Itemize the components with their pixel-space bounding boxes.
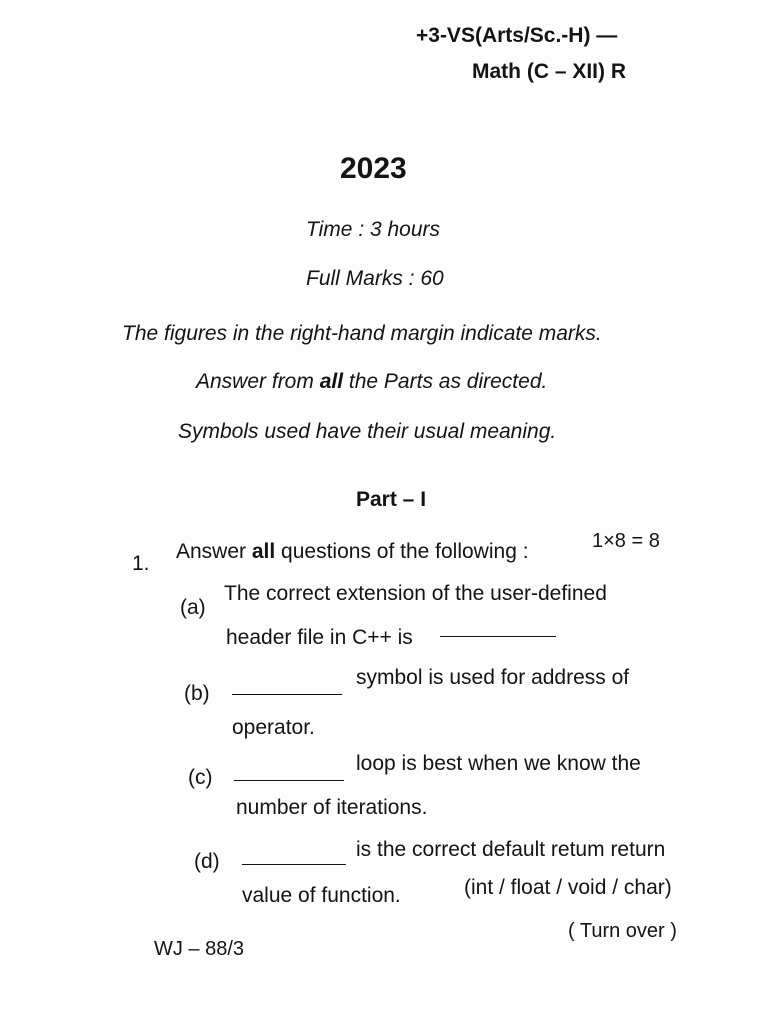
question-text: Answer all questions of the following : bbox=[176, 540, 529, 563]
sub-question-b-label: (b) bbox=[184, 682, 210, 705]
sub-question-d-line2: value of function. bbox=[242, 884, 401, 907]
sub-question-a-blank bbox=[440, 634, 556, 637]
sub-question-c-blank bbox=[234, 778, 344, 781]
sub-question-d-options: (int / float / void / char) bbox=[464, 876, 672, 899]
sub-question-b-line2: operator. bbox=[232, 716, 315, 739]
full-marks: Full Marks : 60 bbox=[306, 267, 444, 290]
instruction-marks-margin: The figures in the right-hand margin indicate marks. bbox=[122, 322, 602, 345]
sub-question-d-blank bbox=[242, 862, 346, 865]
question-marks: 1×8 = 8 bbox=[592, 530, 660, 552]
sub-question-b-line1: symbol is used for address of bbox=[356, 666, 630, 689]
instruction-symbols: Symbols used have their usual meaning. bbox=[178, 420, 557, 443]
sub-question-b-blank bbox=[232, 692, 342, 695]
instruction-answer-parts: Answer from all the Parts as directed. bbox=[196, 370, 548, 393]
exam-time: Time : 3 hours bbox=[306, 218, 441, 241]
paper-code-line2: Math (C – XII) R bbox=[472, 60, 627, 83]
sub-question-d-line1: is the correct default retum return bbox=[356, 838, 666, 861]
footer-turn-over: ( Turn over ) bbox=[568, 920, 677, 942]
sub-question-c-line1: loop is best when we know the bbox=[356, 752, 641, 775]
question-number: 1. bbox=[132, 552, 150, 575]
sub-question-a-label: (a) bbox=[180, 596, 206, 619]
sub-question-c-label: (c) bbox=[188, 766, 213, 789]
sub-question-a-line1: The correct extension of the user-defined bbox=[224, 582, 607, 605]
part-title: Part – I bbox=[356, 488, 427, 511]
sub-question-d-label: (d) bbox=[194, 850, 220, 873]
paper-code-line1: +3-VS(Arts/Sc.-H) — bbox=[416, 24, 618, 47]
sub-question-c-line2: number of iterations. bbox=[236, 796, 428, 819]
exam-year: 2023 bbox=[340, 152, 407, 185]
footer-paper-code: WJ – 88/3 bbox=[154, 938, 245, 960]
sub-question-a-line2: header file in C++ is bbox=[226, 626, 413, 649]
